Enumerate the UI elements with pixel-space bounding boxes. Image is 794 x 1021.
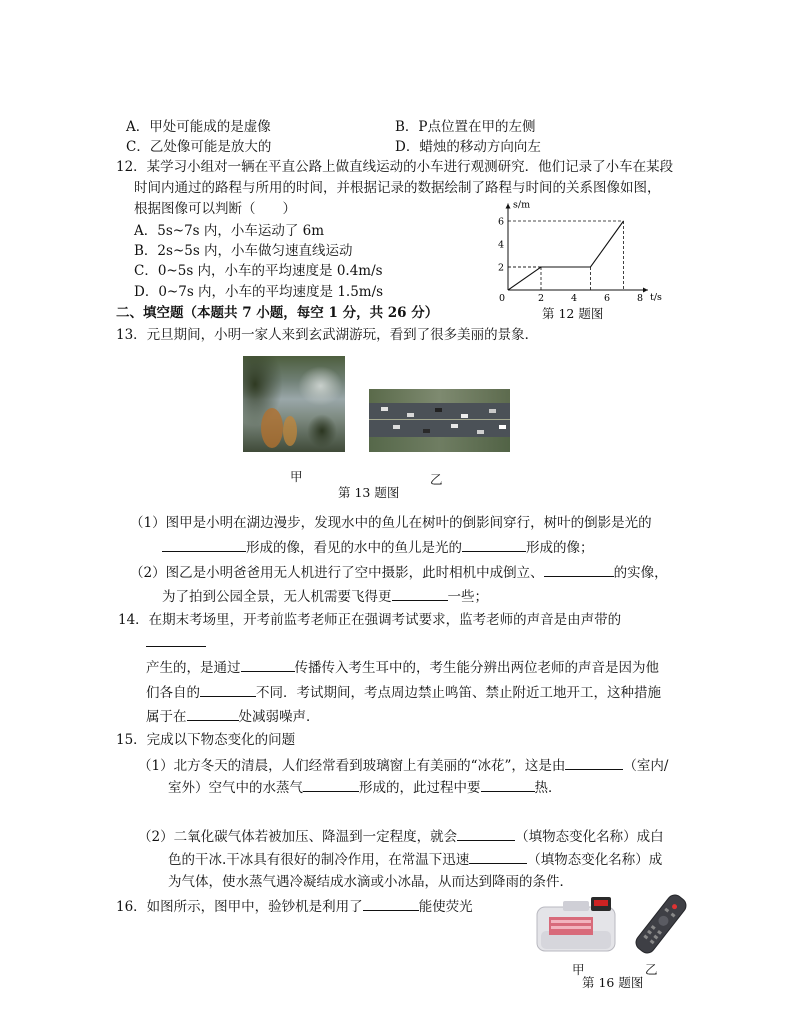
answer-blank[interactable]	[146, 633, 206, 647]
x-tick-label: 2	[538, 293, 545, 304]
answer-blank[interactable]	[544, 563, 614, 577]
y-tick-label: 4	[498, 239, 505, 251]
q15-part2-line1: （2）二氧化碳气体若被加压、降温到一定程度，就会 （填物态变化名称）成白	[138, 829, 664, 845]
answer-blank[interactable]	[200, 683, 256, 697]
q13-photo-lake	[243, 356, 345, 452]
q13-part2-line2: 为了拍到公园全景，无人机需要飞得更 一些；	[162, 589, 488, 605]
x-tick-label: 4	[571, 293, 578, 304]
q12-stem-line3: 根据图像可以判断（ ）	[134, 201, 296, 217]
answer-blank[interactable]	[392, 587, 448, 601]
q12-stem-line1: 12．某学习小组对一辆在平直公路上做直线运动的小车进行观测研究．他们记录了小车在某段	[116, 159, 674, 175]
section-heading: 二、填空题（本题共 7 小题，每空 1 分，共 26 分）	[116, 305, 439, 321]
q16-stem-line1: 16．如图所示，图甲中，验钞机是利用了 能使荧光	[116, 899, 473, 915]
answer-blank[interactable]	[162, 538, 246, 552]
q15-stem: 15．完成以下物态变化的问题	[116, 732, 296, 748]
q14-line3: 们各自的 不同．考试期间，考点周边禁止鸣笛、禁止附近工地开工，这种措施	[146, 685, 661, 701]
answer-blank[interactable]	[363, 897, 419, 911]
x-axis-arrow	[643, 288, 648, 293]
y-tick-label: 2	[498, 262, 505, 274]
q12-option-a: A．5s~7s 内，小车运动了 6m	[134, 223, 325, 239]
q16-figure-caption: 第 16 题图	[582, 975, 644, 990]
q13-label-jia: 甲	[290, 469, 303, 484]
y-tick-label: 6	[498, 216, 505, 228]
q15-part1-line2: 室外）空气中的水蒸气 形成的，此过程中要 热．	[168, 780, 562, 796]
answer-blank[interactable]	[241, 658, 295, 672]
q12-option-d: D．0~7s 内，小车的平均速度是 1.5m/s	[134, 284, 384, 300]
q13-label-yi: 乙	[430, 472, 443, 487]
q11-option-d: D．蜡烛的移动方向向左	[395, 139, 541, 155]
y-axis-arrow	[506, 204, 511, 209]
q16-money-detector-image	[533, 893, 619, 957]
answer-blank[interactable]	[462, 538, 526, 552]
y-axis-label: s/m	[513, 199, 531, 211]
q11-option-c: C．乙处像可能是放大的	[126, 139, 272, 155]
q12-option-b: B．2s~5s 内，小车做匀速直线运动	[134, 243, 353, 259]
q13-part2-line1: （2）图乙是小明爸爸用无人机进行了空中摄影，此时相机中成倒立、 的实像，	[130, 565, 668, 581]
q11-option-b: B．P点位置在甲的左侧	[395, 119, 536, 135]
answer-blank[interactable]	[303, 778, 359, 792]
x-tick-label: 6	[604, 293, 611, 304]
series-line	[508, 221, 624, 290]
q13-photo-aerial-road	[369, 389, 510, 452]
x-axis-label: t/s	[650, 292, 662, 303]
q14-stem-line1: 14．在期末考场里，开考前监考老师正在强调考试要求，监考老师的声音是由声带的	[118, 612, 622, 628]
q13-part1-line2: 形成的像，看见的水中的鱼儿是光的 形成的像；	[162, 538, 594, 557]
answer-blank[interactable]	[187, 707, 239, 721]
q14-line4: 属于在 处减弱噪声．	[146, 709, 320, 725]
x-tick-label: 8	[637, 293, 644, 304]
q16-label-yi: 乙	[645, 962, 658, 977]
q14-line2: 产生的，是通过 传播传入考生耳中的，考生能分辨出两位老师的声音是因为他	[146, 660, 659, 676]
q11-option-a: A．甲处可能成的是虚像	[126, 119, 271, 135]
q13-stem: 13．元旦期间，小明一家人来到玄武湖游玩，看到了很多美丽的景象．	[116, 327, 539, 343]
q16-label-jia: 甲	[572, 962, 585, 977]
q16-remote-control-image	[632, 893, 690, 955]
answer-blank[interactable]	[481, 778, 535, 792]
q15-part2-line3: 为气体，使水蒸气遇冷凝结成水滴或小冰晶，从而达到降雨的条件．	[168, 874, 573, 890]
q12-stem-line2: 时间内通过的路程与所用的时间，并根据记录的数据绘制了路程与时间的关系图像如图，	[134, 180, 661, 196]
answer-blank[interactable]	[565, 756, 623, 770]
q13-part1-line1: （1）图甲是小明在湖边漫步，发现水中的鱼儿在树叶的倒影间穿行，树叶的倒影是光的	[130, 515, 652, 531]
q14-blank-line	[146, 633, 206, 652]
answer-blank[interactable]	[457, 827, 515, 841]
q13-figure-caption: 第 13 题图	[338, 485, 400, 500]
answer-blank[interactable]	[469, 850, 527, 864]
q15-part1-line1: （1）北方冬天的清晨，人们经常看到玻璃窗上有美丽的“冰花”，这是由 （室内/	[138, 758, 669, 774]
q15-part2-line2: 色的干冰.干冰具有很好的制冷作用，在常温下迅速 （填物态变化名称）成	[168, 852, 663, 868]
x-tick-label: 0	[499, 293, 506, 304]
q12-distance-time-chart	[490, 198, 670, 308]
q12-option-c: C．0~5s 内，小车的平均速度是 0.4m/s	[134, 263, 383, 279]
q12-figure-caption: 第 12 题图	[542, 306, 604, 321]
